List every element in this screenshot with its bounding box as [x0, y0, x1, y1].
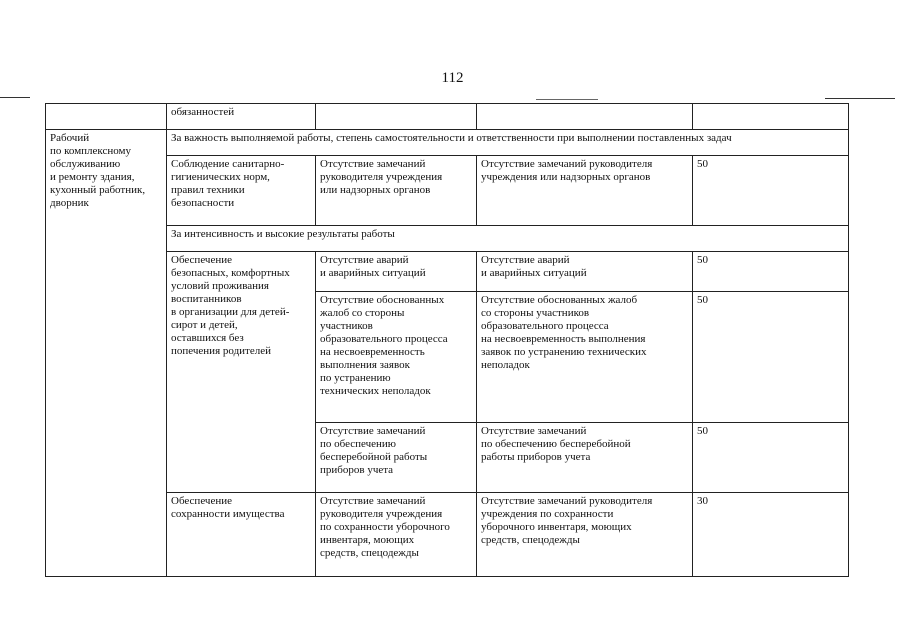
- criterion-cell: Обеспечение сохранности имущества: [167, 493, 316, 577]
- condition-cell: Отсутствие обоснованных жалоб со стороны участников образовательного процесса на несвоевременность выполнения заявок по устранению технических неполадок: [316, 292, 477, 423]
- condition-cell: Отсутствие аварий и аварийных ситуаций: [316, 252, 477, 292]
- percent-cell: 50: [693, 292, 849, 423]
- table-row: [46, 104, 849, 130]
- percent-cell: 50: [693, 156, 849, 226]
- indicator-cell: Отсутствие замечаний руководителя учреждения или надзорных органов: [477, 156, 693, 226]
- table-row: [46, 130, 849, 156]
- indicator-cell: Отсутствие замечаний по обеспечению бесперебойной работы приборов учета: [477, 423, 693, 493]
- cell-empty: [477, 104, 693, 130]
- percent-cell: 50: [693, 252, 849, 292]
- condition-cell: Отсутствие замечаний по обеспечению бесперебойной работы приборов учета: [316, 423, 477, 493]
- page-number: 112: [441, 70, 464, 86]
- criterion-cell: обязанностей: [167, 104, 316, 130]
- table-row: [46, 156, 849, 226]
- criterion-cell: Соблюдение санитарно- гигиенических норм, правил техники безопасности: [167, 156, 316, 226]
- condition-cell: Отсутствие замечаний руководителя учреждения по сохранности уборочного инвентаря, моющих средств, спецодежды: [316, 493, 477, 577]
- table-row: [46, 252, 849, 292]
- position-cell: Рабочий по комплексному обслуживанию и ремонту здания, кухонный работник, дворник: [46, 130, 167, 577]
- section-header: За интенсивность и высокие результаты работы: [167, 226, 849, 252]
- condition-cell: Отсутствие замечаний руководителя учреждения или надзорных органов: [316, 156, 477, 226]
- scan-artifact-right: [825, 98, 895, 99]
- table-row: [46, 493, 849, 577]
- percent-cell: 30: [693, 493, 849, 577]
- table-row: [46, 226, 849, 252]
- indicator-cell: Отсутствие обоснованных жалоб со стороны участников образовательного процесса на несвоевременность выполнения заявок по устранению технических неполадок: [477, 292, 693, 423]
- criteria-table: [45, 103, 849, 577]
- cell-empty: [46, 104, 167, 130]
- cell-empty: [316, 104, 477, 130]
- section-header: За важность выполняемой работы, степень самостоятельности и ответственности при выполнении поставленных задач: [167, 130, 849, 156]
- scan-artifact-mid: [536, 99, 598, 100]
- indicator-cell: Отсутствие замечаний руководителя учреждения по сохранности уборочного инвентаря, моющих средств, спецодежды: [477, 493, 693, 577]
- indicator-cell: Отсутствие аварий и аварийных ситуаций: [477, 252, 693, 292]
- percent-cell: 50: [693, 423, 849, 493]
- cell-empty: [693, 104, 849, 130]
- scan-artifact-left: [0, 97, 30, 98]
- criterion-cell: Обеспечение безопасных, комфортных условий проживания воспитанников в организации для детей- сирот и детей, оставшихся без попечения родителей: [167, 252, 316, 493]
